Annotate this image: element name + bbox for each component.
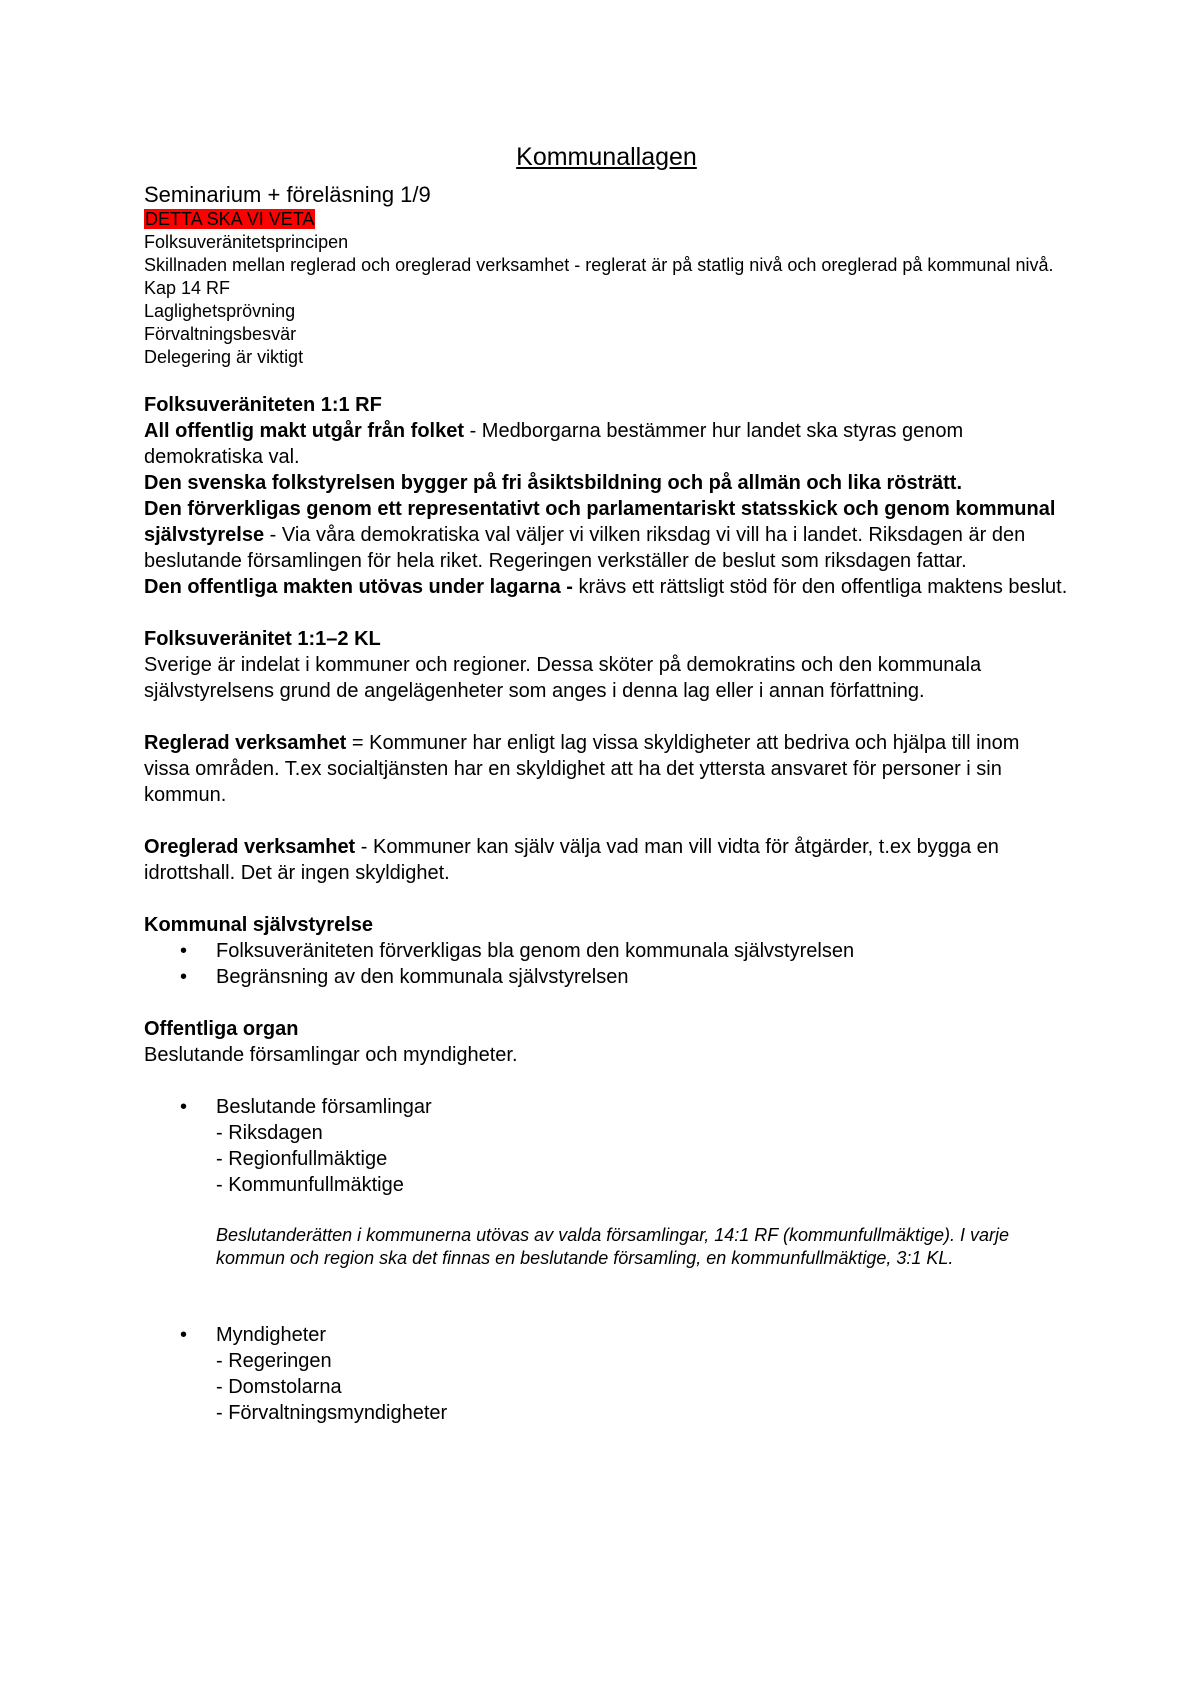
- section-heading: Folksuveränitet 1:1–2 KL: [144, 628, 381, 650]
- list-item: [216, 1322, 1069, 1426]
- intro-item: Kap 14 RF: [144, 278, 231, 298]
- section-heading: Kommunal självstyrelse: [144, 914, 373, 936]
- paragraph-text: - Kommuner kan själv välja vad man vill vidta för åtgärder, t.ex bygga en idrottshall. Det är ingen skyldighet.: [144, 836, 999, 884]
- paragraph-text: Sverige är indelat i kommuner och regioner. Dessa sköter på demokratins och den kommunala självstyrelsens grund de angelägenheter som anges i denna lag eller i annan författning.: [144, 654, 982, 702]
- paragraph: [144, 470, 1069, 496]
- oreglerad-paragraph: [144, 834, 1069, 886]
- bold-phrase: Den svenska folkstyrelsen bygger på fri åsiktsbildning och på allmän och lika rösträtt.: [144, 472, 963, 494]
- section-rf: [144, 392, 1069, 600]
- intro-item: Skillnaden mellan reglerad och oreglerad verksamhet - reglerat är på statlig nivå och oreglerad på kommunal nivå.: [144, 255, 1054, 275]
- bullet-list: [144, 1094, 1069, 1198]
- sub-item: - Regionfullmäktige: [216, 1148, 388, 1170]
- list-item-label: Myndigheter: [216, 1324, 327, 1346]
- subtitle: Seminarium + föreläsning 1/9: [144, 182, 431, 207]
- reglerad-paragraph: [144, 730, 1069, 808]
- list-item-label: Beslutande församlingar: [216, 1096, 432, 1118]
- sub-item: - Riksdagen: [216, 1122, 323, 1144]
- section-kl: [144, 626, 1069, 704]
- list-item: [216, 1094, 1069, 1198]
- list-item: • Folksuveräniteten förverkligas bla genom den kommunala självstyrelsen: [216, 938, 1069, 964]
- sub-item: - Domstolarna: [216, 1376, 342, 1398]
- list-item: • Begränsning av den kommunala självstyrelsen: [216, 964, 1069, 990]
- section-organ: [144, 1016, 1069, 1426]
- paragraph: [144, 574, 1069, 600]
- paragraph-text: - Medborgarna bestämmer hur landet ska styras genom demokratiska val.: [144, 420, 964, 468]
- intro-item: Laglighetsprövning: [144, 301, 296, 321]
- paragraph-text: Beslutande församlingar och myndigheter.: [144, 1044, 518, 1066]
- paragraph-text: = Kommuner har enligt lag vissa skyldigheter att bedriva och hjälpa till inom vissa områden. T.ex socialtjänsten har en skyldighet att ha det yttersta ansvaret för personer i sin kommun.: [144, 732, 1020, 806]
- section-sjalvstyrelse: [144, 912, 1069, 990]
- page-title: Kommunallagen: [516, 143, 697, 171]
- paragraph: [144, 496, 1069, 574]
- highlight-line: [144, 208, 1069, 231]
- paragraph: [144, 418, 1069, 470]
- intro-item: Förvaltningsbesvär: [144, 324, 297, 344]
- highlight-label: DETTA SKA VI VETA: [145, 209, 315, 229]
- intro-list: [144, 231, 1069, 369]
- italic-note: Beslutanderätten i kommunerna utövas av valda församlingar, 14:1 RF (kommunfullmäktige). I varje kommun och region ska det finnas en beslutande församling, en kommunfullmäktige, 3:1 KL.: [216, 1225, 1010, 1268]
- bullet-list: [144, 938, 1069, 990]
- paragraph-text: krävs ett rättsligt stöd för den offentliga maktens beslut.: [572, 576, 1068, 598]
- document-content: [144, 140, 1069, 1426]
- sub-item: - Förvaltningsmyndigheter: [216, 1402, 448, 1424]
- section-heading: Folksuveräniteten 1:1 RF: [144, 394, 382, 416]
- intro-item: Delegering är viktigt: [144, 347, 304, 367]
- sub-item: - Kommunfullmäktige: [216, 1174, 404, 1196]
- bold-phrase: Reglerad verksamhet: [144, 732, 347, 754]
- paragraph-text: - Via våra demokratiska val väljer vi vilken riksdag vi vill ha i landet. Riksdagen är den beslutande församlingen för hela riket. Regeringen verkställer de beslut som riksdagen fattar.: [144, 524, 1026, 572]
- bold-phrase: Oreglerad verksamhet: [144, 836, 356, 858]
- bold-phrase: Den förverkligas genom ett representativt och parlamentariskt statsskick och genom kommunal självstyrelse: [144, 498, 1056, 546]
- bold-phrase: Den offentliga makten utövas under lagarna -: [144, 576, 573, 598]
- bold-phrase: All offentlig makt utgår från folket: [144, 420, 465, 442]
- sub-item: - Regeringen: [216, 1350, 332, 1372]
- bullet-list: [144, 1322, 1069, 1426]
- section-heading: Offentliga organ: [144, 1018, 299, 1040]
- intro-item: Folksuveränitetsprincipen: [144, 232, 349, 252]
